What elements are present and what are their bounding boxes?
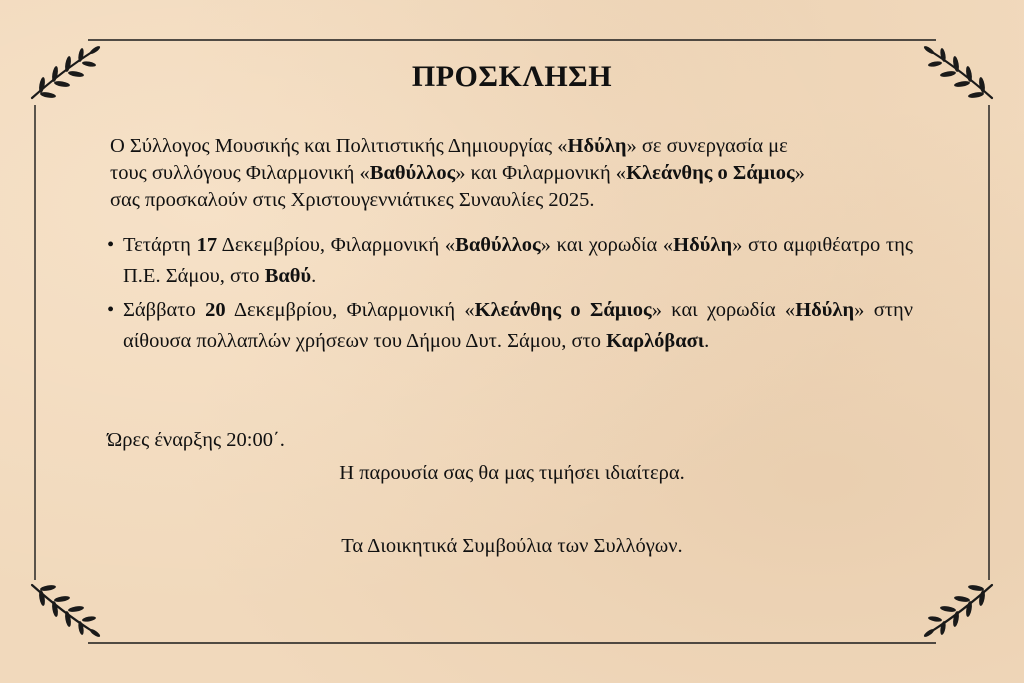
event-text-part: . [704, 330, 710, 352]
intro-paragraph [110, 133, 900, 214]
choir-name: Ηδύλη [673, 234, 733, 256]
signature-line: Τα Διοικητικά Συμβούλια των Συλλόγων. [341, 535, 683, 557]
event-text-part: » και χορωδία « [651, 299, 796, 321]
choir-name: Ηδύλη [567, 135, 627, 157]
intro-line-1 [110, 133, 900, 160]
philharmonic-name: Κλεάνθης ο Σάμιος [474, 299, 652, 321]
intro-text: » [794, 162, 805, 184]
event-text-part: » στην αίθουσα πολλαπλών χρήσεων του Δήμου Δυτ. Σάμου, στο [123, 299, 913, 352]
intro-line-2 [110, 160, 900, 187]
event-text [123, 295, 913, 357]
event-item [107, 295, 913, 357]
bullet-icon: • [107, 299, 115, 321]
intro-text: Ο Σύλλογος Μουσικής και Πολιτιστικής Δημιουργίας « [110, 135, 568, 157]
event-date: 17 [196, 234, 218, 256]
intro-text: σας προσκαλούν στις Χριστουγεννιάτικες Συναυλίες 2025. [110, 189, 595, 211]
event-text-part: Δεκεμβρίου, Φιλαρμονική « [225, 299, 475, 321]
philharmonic-name: Βαθύλλος [369, 162, 456, 184]
intro-text: » σε συνεργασία με [626, 135, 788, 157]
event-item [107, 230, 913, 292]
choir-name: Ηδύλη [795, 299, 855, 321]
intro-text: » και Φιλαρμονική « [455, 162, 627, 184]
start-time: Ώρες έναρξης 20:00΄. [107, 429, 285, 451]
event-text-part: . [311, 265, 317, 287]
event-location: Καρλόβασι [606, 330, 705, 352]
philharmonic-name: Κλεάνθης ο Σάμιος [626, 162, 795, 184]
event-text-part: » στο αμφιθέατρο της Π.Ε. Σάμου, στο [123, 234, 913, 287]
bullet-icon: • [107, 234, 115, 256]
event-date: 20 [205, 299, 226, 321]
event-text-part: Δεκεμβρίου, Φιλαρμονική « [217, 234, 456, 256]
event-text [123, 230, 913, 292]
intro-line-3 [110, 187, 900, 214]
page-title: ΠΡΟΣΚΛΗΣΗ [411, 60, 613, 93]
philharmonic-name: Βαθύλλος [455, 234, 541, 256]
closing-line: Η παρουσία σας θα μας τιμήσει ιδιαίτερα. [339, 462, 685, 484]
event-location: Βαθύ [264, 265, 312, 287]
event-day: Σάββατο [123, 299, 206, 321]
event-day: Τετάρτη [123, 234, 197, 256]
intro-text: τους συλλόγους Φιλαρμονική « [110, 162, 370, 184]
event-text-part: » και χορωδία « [540, 234, 674, 256]
